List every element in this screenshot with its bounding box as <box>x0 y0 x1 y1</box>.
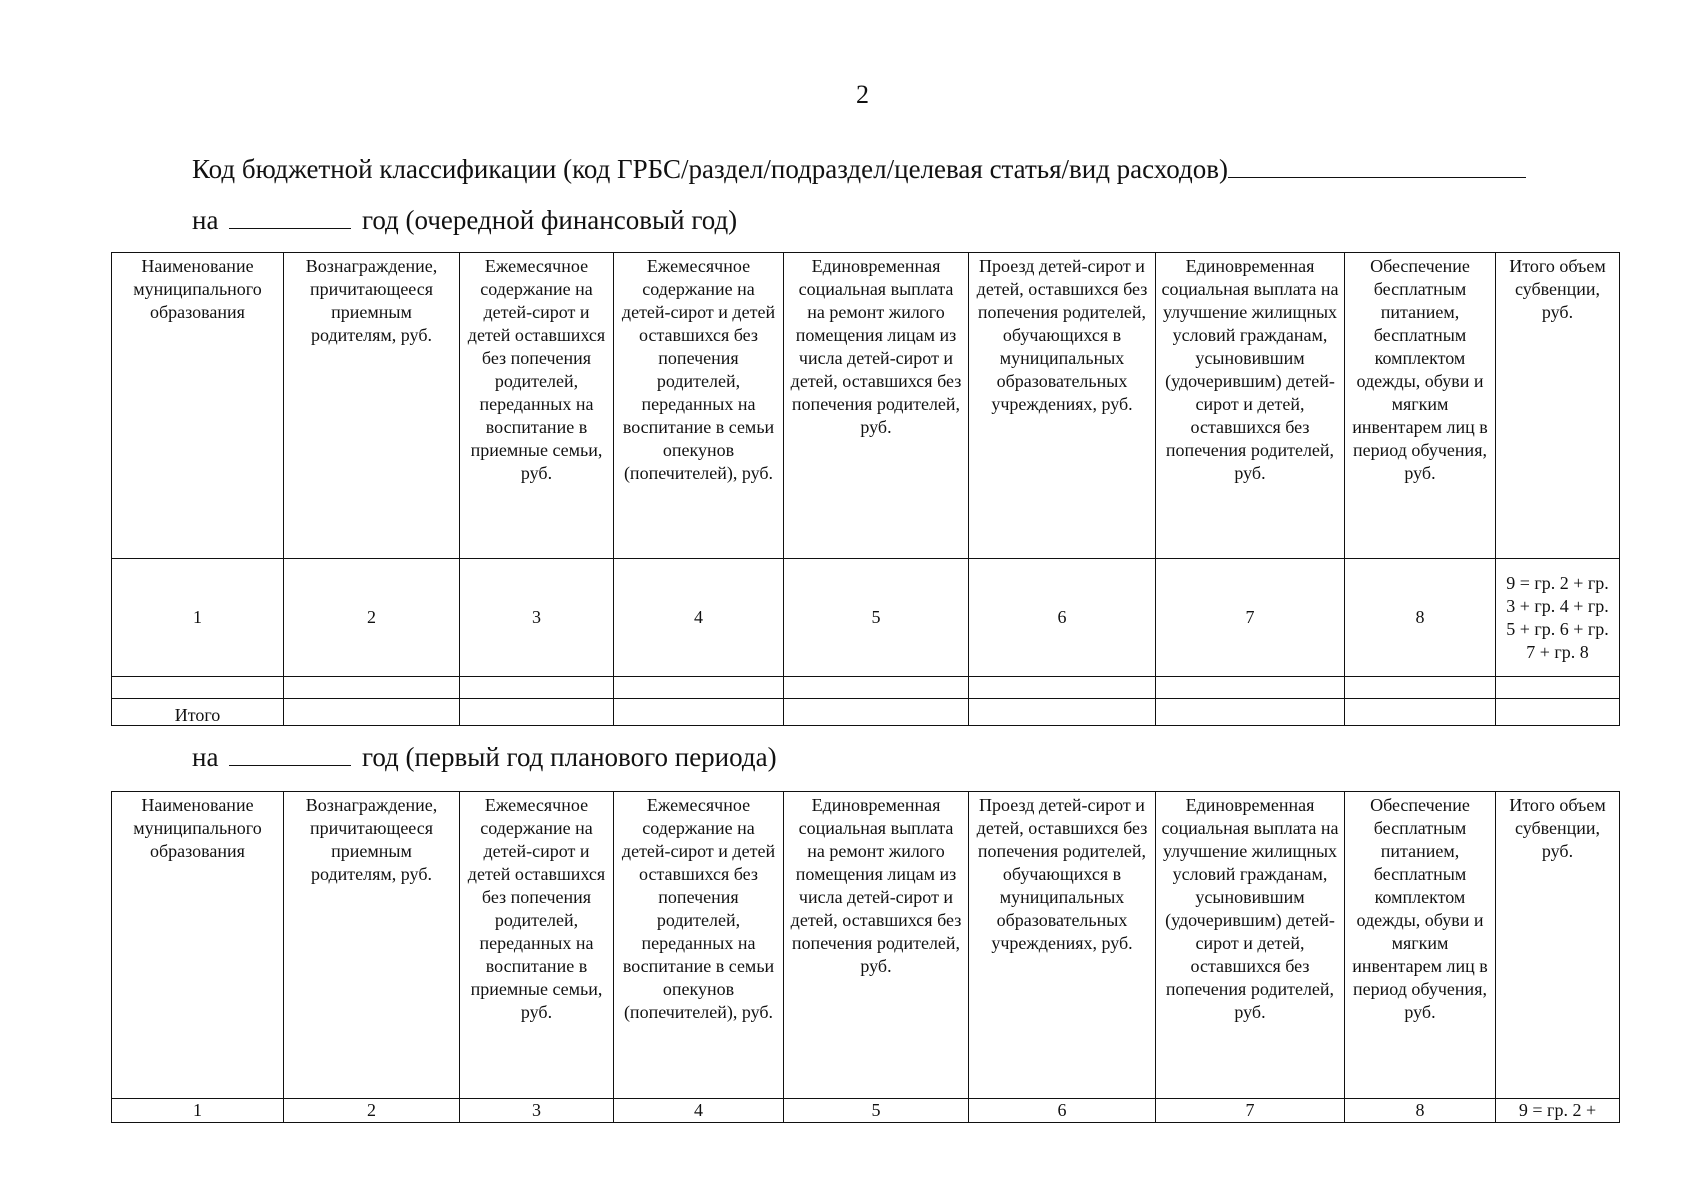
year-line-current <box>192 204 737 236</box>
column-number-row <box>112 559 1620 677</box>
table-cell <box>969 677 1156 699</box>
column-header: Наименование муниципального образования <box>112 792 284 1099</box>
column-number: 2 <box>284 1099 460 1123</box>
column-formula: 9 = гр. 2 + гр. 3 + гр. 4 + гр. 5 + гр. 6 + гр. 7 + гр. 8 <box>1496 559 1620 677</box>
column-header: Обеспечение бесплатным питанием, бесплатным комплектом одежды, обуви и мягким инвентарем лиц в период обучения, руб. <box>1345 253 1496 559</box>
total-row <box>112 699 1620 726</box>
table-cell <box>284 699 460 726</box>
table-cell <box>784 699 969 726</box>
column-number: 3 <box>460 1099 614 1123</box>
column-number: 1 <box>112 1099 284 1123</box>
table-cell <box>1345 677 1496 699</box>
column-header: Единовременная социальная выплата на ремонт жилого помещения лицам из числа детей-сирот и детей, оставшихся без попечения родителей, руб. <box>784 792 969 1099</box>
column-header: Наименование муниципального образования <box>112 253 284 559</box>
table-row <box>112 677 1620 699</box>
year-line-suffix: год (очередной финансовый год) <box>361 205 738 235</box>
column-number: 6 <box>969 1099 1156 1123</box>
column-header: Обеспечение бесплатным питанием, бесплатным комплектом одежды, обуви и мягким инвентарем лиц в период обучения, руб. <box>1345 792 1496 1099</box>
budget-classification-line <box>192 153 1526 185</box>
total-label: Итого <box>112 699 284 726</box>
column-number: 8 <box>1345 559 1496 677</box>
table-cell <box>1156 677 1345 699</box>
year-line-plan1 <box>192 741 777 773</box>
column-number-row <box>112 1099 1620 1123</box>
table-cell <box>969 699 1156 726</box>
column-number: 7 <box>1156 559 1345 677</box>
column-header: Ежемесячное содержание на детей-сирот и детей оставшихся без попечения родителей, переданных на воспитание в семьи опекунов (попечителей), руб. <box>614 792 784 1099</box>
year-blank <box>229 204 351 229</box>
table-cell <box>614 699 784 726</box>
column-header: Вознаграждение, причитающееся приемным родителям, руб. <box>284 253 460 559</box>
table-cell <box>112 677 284 699</box>
column-header: Единовременная социальная выплата на ремонт жилого помещения лицам из числа детей-сирот и детей, оставшихся без попечения родителей, руб. <box>784 253 969 559</box>
column-number: 5 <box>784 559 969 677</box>
column-header: Вознаграждение, причитающееся приемным родителям, руб. <box>284 792 460 1099</box>
column-header: Ежемесячное содержание на детей-сирот и детей оставшихся без попечения родителей, переданных на воспитание в семьи опекунов (попечителей), руб. <box>614 253 784 559</box>
table-cell <box>284 677 460 699</box>
subvention-table-current-year <box>111 252 1620 726</box>
column-formula: 9 = гр. 2 + <box>1496 1099 1620 1123</box>
column-header: Единовременная социальная выплата на улучшение жилищных условий гражданам, усыновившим (удочерившим) детей-сирот и детей, оставшихся без попечения родителей, руб. <box>1156 253 1345 559</box>
page-number: 2 <box>856 80 869 109</box>
column-number: 5 <box>784 1099 969 1123</box>
year-line-prefix: на <box>192 205 219 235</box>
column-number: 1 <box>112 559 284 677</box>
column-header: Проезд детей-сирот и детей, оставшихся без попечения родителей, обучающихся в муниципальных образовательных учреждениях, руб. <box>969 253 1156 559</box>
year-line-suffix: год (первый год планового периода) <box>361 742 777 772</box>
table-cell <box>1496 677 1620 699</box>
table-cell <box>1156 699 1345 726</box>
table-cell <box>460 677 614 699</box>
column-header: Ежемесячное содержание на детей-сирот и детей оставшихся без попечения родителей, переданных на воспитание в приемные семьи, руб. <box>460 253 614 559</box>
year-line-prefix: на <box>192 742 219 772</box>
column-number: 3 <box>460 559 614 677</box>
budget-classification-label: Код бюджетной классификации (код ГРБС/раздел/подраздел/целевая статья/вид расходов) <box>192 154 1228 184</box>
table-cell <box>1496 699 1620 726</box>
column-number: 4 <box>614 1099 784 1123</box>
table-header-row <box>112 792 1620 1099</box>
subvention-table-first-plan-year <box>111 791 1620 1123</box>
column-header: Итого объем субвенции, руб. <box>1496 253 1620 559</box>
table-cell <box>614 677 784 699</box>
column-number: 7 <box>1156 1099 1345 1123</box>
column-header: Проезд детей-сирот и детей, оставшихся без попечения родителей, обучающихся в муниципальных образовательных учреждениях, руб. <box>969 792 1156 1099</box>
column-number: 8 <box>1345 1099 1496 1123</box>
column-number: 4 <box>614 559 784 677</box>
year-blank <box>229 741 351 766</box>
table-cell <box>784 677 969 699</box>
column-number: 2 <box>284 559 460 677</box>
table-header-row <box>112 253 1620 559</box>
column-header: Ежемесячное содержание на детей-сирот и детей оставшихся без попечения родителей, переданных на воспитание в приемные семьи, руб. <box>460 792 614 1099</box>
table-cell <box>1345 699 1496 726</box>
column-header: Итого объем субвенции, руб. <box>1496 792 1620 1099</box>
budget-classification-blank <box>1228 153 1526 178</box>
column-number: 6 <box>969 559 1156 677</box>
column-header: Единовременная социальная выплата на улучшение жилищных условий гражданам, усыновившим (удочерившим) детей-сирот и детей, оставшихся без попечения родителей, руб. <box>1156 792 1345 1099</box>
table-cell <box>460 699 614 726</box>
